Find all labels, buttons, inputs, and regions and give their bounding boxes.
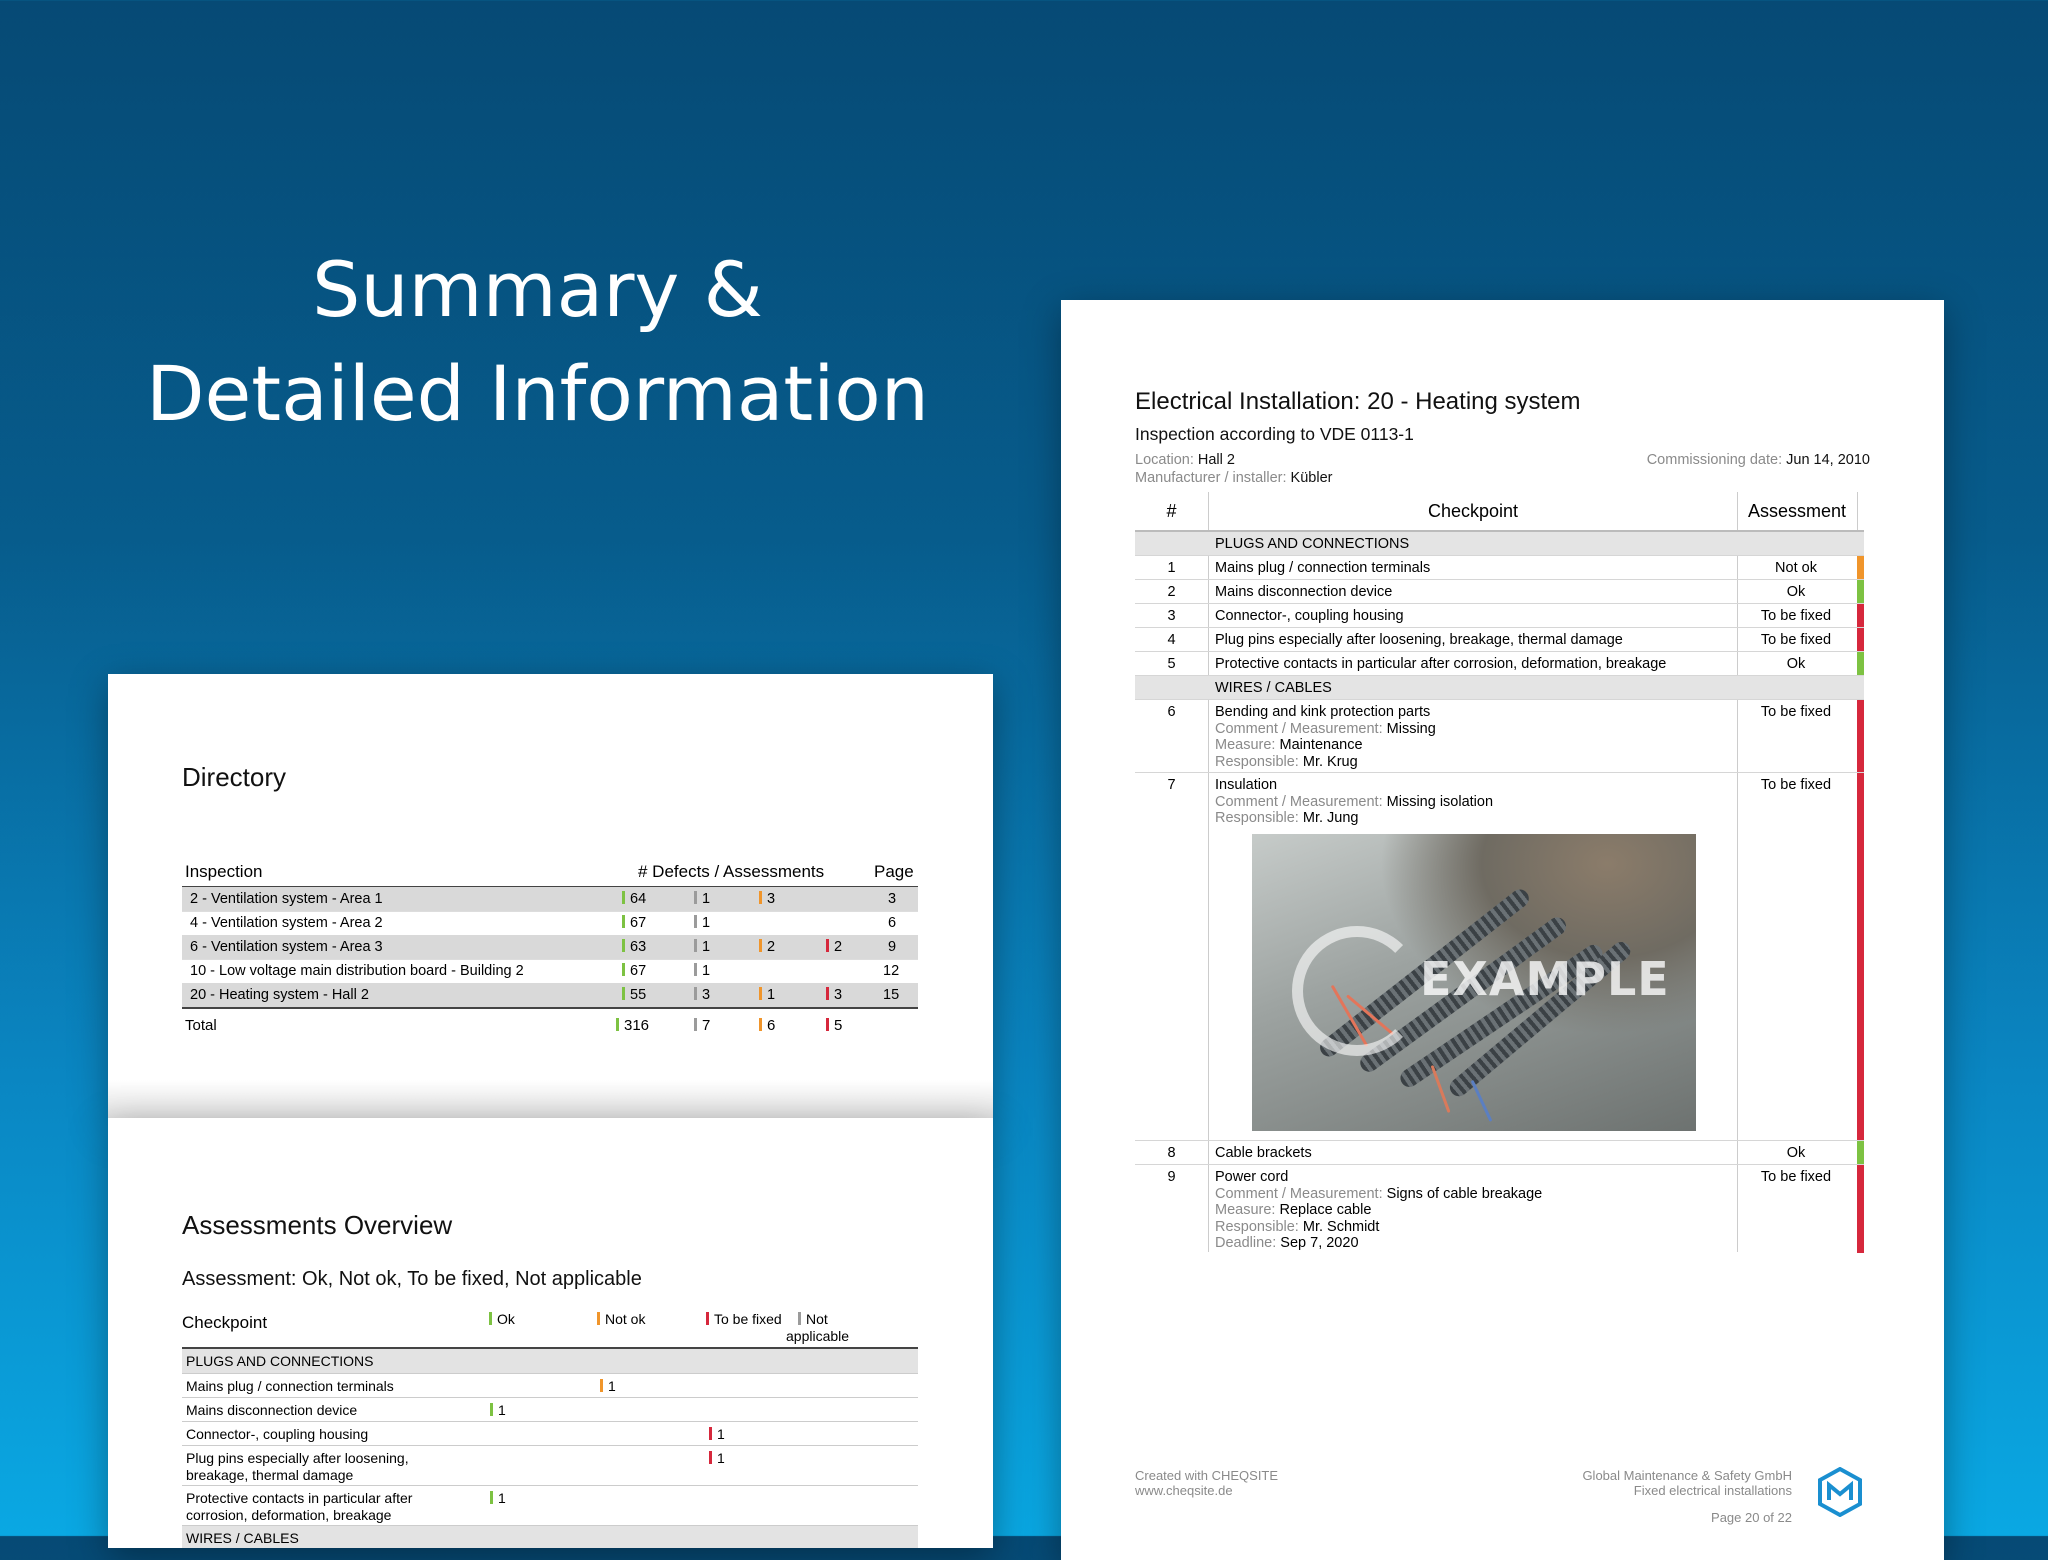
total-na: 7 <box>694 1017 710 1034</box>
hero-title-line2: Detailed Information <box>146 349 929 438</box>
hero-title-line1: Summary & <box>312 245 763 334</box>
status-stripe <box>1857 580 1864 603</box>
not-ok-value: 1 <box>600 1378 616 1394</box>
checkpoint-row[interactable]: 8 Cable brackets Ok <box>1135 1141 1864 1165</box>
directory-header-inspection: Inspection <box>185 862 263 881</box>
checkpoint-row[interactable]: 5 Protective contacts in particular after corrosion, deformation, breakage Ok <box>1135 652 1864 676</box>
assessments-overview-subtitle: Assessment: Ok, Not ok, To be fixed, Not applicable <box>182 1268 642 1290</box>
na-count: 1 <box>694 939 710 955</box>
directory-row-inspection: 2 - Ventilation system - Area 1 <box>190 891 383 907</box>
footer-company: Global Maintenance & Safety GmbH <box>1582 1468 1792 1483</box>
not-ok-count: 1 <box>759 987 775 1003</box>
cheqsite-logo-icon <box>1817 1467 1863 1517</box>
checkpoint-table-header <box>1135 492 1864 532</box>
status-stripe <box>1857 700 1864 772</box>
directory-page <box>108 674 993 1120</box>
directory-header-defects: # Defects / Assessments <box>638 862 825 881</box>
ok-count: 67 <box>622 963 646 979</box>
na-count: 1 <box>694 891 710 907</box>
directory-row-inspection: 20 - Heating system - Hall 2 <box>190 987 369 1003</box>
directory-row-page: 3 <box>888 891 897 907</box>
footer-url: www.cheqsite.de <box>1135 1483 1233 1498</box>
directory-title: Directory <box>182 762 287 792</box>
assessment-row[interactable] <box>182 1422 918 1446</box>
directory-row-inspection: 6 - Ventilation system - Area 3 <box>190 939 383 955</box>
directory-row-inspection: 10 - Low voltage main distribution board - Building 2 <box>190 963 524 979</box>
header-ok: Ok <box>489 1311 515 1327</box>
checkpoint-row[interactable]: 4 Plug pins especially after loosening, breakage, thermal damage To be fixed <box>1135 628 1864 652</box>
footer-page-number: Page 20 of 22 <box>1711 1510 1792 1525</box>
report-location: Location: Hall 2 <box>1135 452 1235 468</box>
directory-row-inspection: 4 - Ventilation system - Area 2 <box>190 915 383 931</box>
ok-count: 64 <box>622 891 646 907</box>
ok-count: 67 <box>622 915 646 931</box>
to-be-fixed-value: 1 <box>709 1450 725 1466</box>
directory-row[interactable] <box>182 887 918 912</box>
header-num: # <box>1166 501 1177 521</box>
directory-row-page: 9 <box>888 939 897 955</box>
report-subtitle: Inspection according to VDE 0113-1 <box>1135 424 1414 444</box>
directory-total-row <box>182 1007 918 1035</box>
ok-count: 63 <box>622 939 646 955</box>
section-plugs-and-connections: PLUGS AND CONNECTIONS <box>1135 532 1864 556</box>
fix-count: 2 <box>826 939 842 955</box>
assessments-overview-header <box>182 1307 918 1349</box>
assessments-overview-page <box>108 1118 993 1548</box>
insulation-photo[interactable] <box>1252 834 1696 1131</box>
checkpoint-row[interactable]: 7 Insulation Comment / Measurement: Missing isolation Responsible: Mr. Jung To be fixed <box>1135 773 1864 1141</box>
hero-title <box>105 238 970 446</box>
section-wires-cables: WIRES / CABLES <box>182 1526 918 1548</box>
header-to-be-fixed: To be fixed <box>706 1311 782 1327</box>
directory-header <box>182 860 918 888</box>
assessment-row-label: Plug pins especially after loosening, breakage, thermal damage <box>186 1450 409 1483</box>
total-ok: 316 <box>616 1017 649 1034</box>
ok-value: 1 <box>490 1402 506 1418</box>
directory-row-page: 6 <box>888 915 897 931</box>
page-shadow <box>108 1080 993 1120</box>
report-footer-left <box>1135 1468 1278 1498</box>
status-stripe <box>1857 556 1864 579</box>
checkpoint-row[interactable]: 1 Mains plug / connection terminals Not ok <box>1135 556 1864 580</box>
na-count: 3 <box>694 987 710 1003</box>
fix-count: 3 <box>826 987 842 1003</box>
status-stripe <box>1857 773 1864 1140</box>
directory-row[interactable] <box>182 911 918 936</box>
status-stripe <box>1857 652 1864 675</box>
checkpoint-row[interactable]: 9 Power cord Comment / Measurement: Signs of cable breakage Measure: Replace cable Responsible: Mr. Schmidt Deadline: Sep 7, 2020 To be fixed <box>1135 1165 1864 1253</box>
footer-created: Created with CHEQSITE <box>1135 1468 1279 1483</box>
directory-row[interactable] <box>182 983 918 1008</box>
assessment-row[interactable] <box>182 1374 918 1398</box>
inspection-report-page <box>1061 300 1944 1560</box>
assessment-row[interactable] <box>182 1398 918 1422</box>
report-title: Electrical Installation: 20 - Heating system <box>1135 388 1581 415</box>
checkpoint-row[interactable]: 2 Mains disconnection device Ok <box>1135 580 1864 604</box>
total-not-ok: 6 <box>759 1017 775 1034</box>
checkpoint-row[interactable]: 3 Connector-, coupling housing To be fixed <box>1135 604 1864 628</box>
total-fix: 5 <box>826 1017 842 1034</box>
directory-row[interactable] <box>182 935 918 960</box>
header-checkpoint: Checkpoint <box>1427 501 1519 521</box>
assessment-row-label: Mains disconnection device <box>186 1402 358 1418</box>
photo-watermark: EXAMPLE <box>1420 952 1670 1006</box>
report-footer-right <box>1582 1468 1792 1498</box>
header-not-applicable: Not applicable <box>786 1311 850 1344</box>
na-count: 1 <box>694 915 710 931</box>
status-stripe <box>1857 1165 1864 1253</box>
assessment-row-label: Connector-, coupling housing <box>186 1426 369 1442</box>
assessment-row-label: Protective contacts in particular after corrosion, deformation, breakage <box>186 1490 413 1523</box>
directory-row-page: 15 <box>883 987 900 1003</box>
directory-total-label: Total <box>185 1017 217 1034</box>
ok-count: 55 <box>622 987 646 1003</box>
not-ok-count: 2 <box>759 939 775 955</box>
watermark-logo-icon <box>1292 926 1422 1056</box>
checkpoint-row[interactable]: 6 Bending and kink protection parts Comment / Measurement: Missing Measure: Maintenance Responsible: Mr. Krug To be fixed <box>1135 700 1864 773</box>
header-not-ok: Not ok <box>597 1311 645 1327</box>
assessment-row[interactable] <box>182 1486 918 1526</box>
directory-row[interactable] <box>182 959 918 984</box>
not-ok-count: 3 <box>759 891 775 907</box>
header-assessment: Assessment <box>1747 501 1847 521</box>
ok-value: 1 <box>490 1490 506 1506</box>
status-stripe <box>1857 604 1864 627</box>
to-be-fixed-value: 1 <box>709 1426 725 1442</box>
status-stripe <box>1857 628 1864 651</box>
assessment-row-label: Mains plug / connection terminals <box>186 1378 394 1394</box>
assessment-row[interactable] <box>182 1446 918 1486</box>
section-wires-cables: WIRES / CABLES <box>1135 676 1864 700</box>
directory-row-page: 12 <box>883 963 900 979</box>
header-checkpoint: Checkpoint <box>182 1313 268 1332</box>
section-plugs-and-connections: PLUGS AND CONNECTIONS <box>182 1349 918 1374</box>
directory-header-page: Page <box>874 862 914 881</box>
status-stripe <box>1857 1141 1864 1164</box>
report-manufacturer: Manufacturer / installer: Kübler <box>1135 470 1333 486</box>
assessments-overview-title: Assessments Overview <box>182 1210 453 1240</box>
footer-category: Fixed electrical installations <box>1633 1483 1792 1498</box>
na-count: 1 <box>694 963 710 979</box>
report-commissioning-date: Commissioning date: Jun 14, 2010 <box>1646 452 1870 468</box>
